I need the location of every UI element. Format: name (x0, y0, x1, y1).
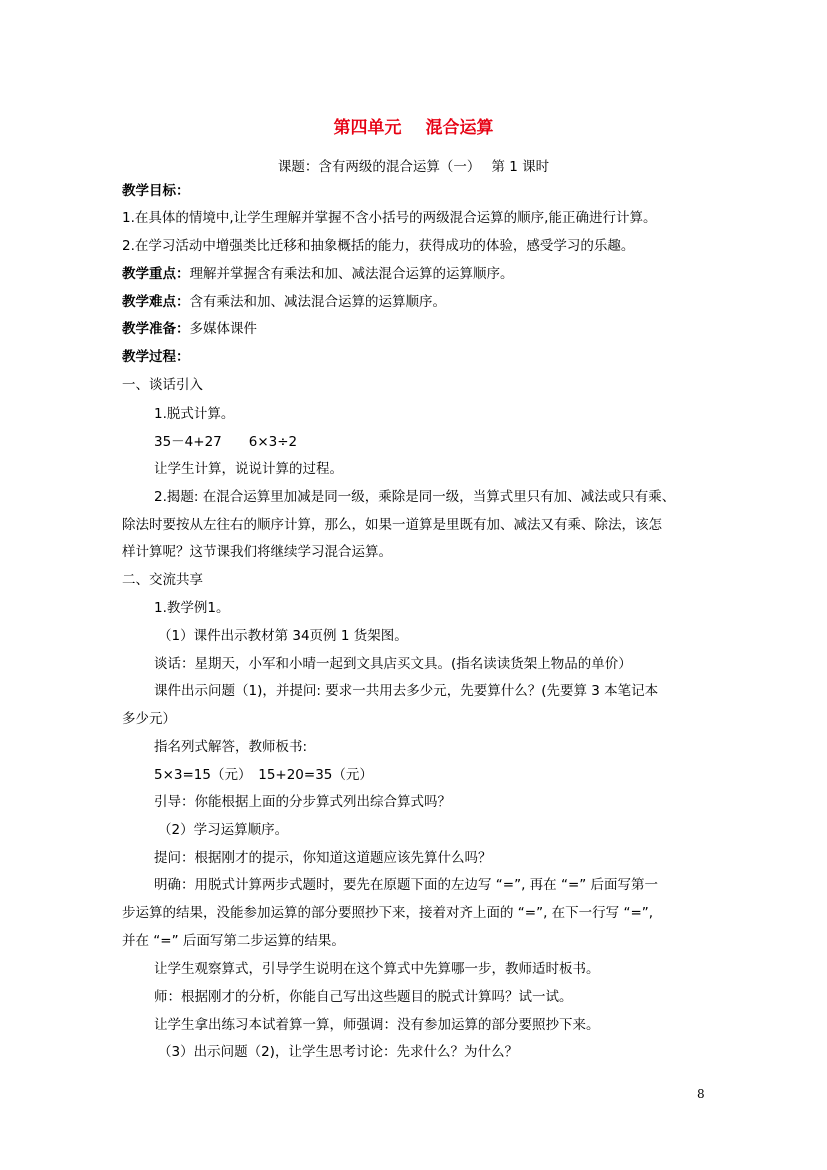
s2-answer: 指名列式解答，教师板书: (154, 739, 308, 755)
s2-sub-3: （3）出示问题（2)，让学生思考讨论：先求什么？为什么？ (158, 1044, 518, 1060)
s2-talk: 谈话：星期天，小军和小晴一起到文具店买文具。(指名读读货架上物品的单价） (154, 656, 632, 672)
s2-question-line-2: 多少元） (122, 711, 176, 727)
s2-clarify-line-1: 明确：用脱式计算两步式题时，要先在原题下面的左边写 “=”, 再在 “=” 后面写第一 (154, 877, 659, 893)
s2-teacher: 师：根据刚才的分析，你能自己写出这些题目的脱式计算吗？试一试。 (154, 989, 573, 1005)
s2-sub-1: （1）课件出示教材第 34页例 1 货架图。 (158, 628, 408, 644)
page-number: 8 (697, 1087, 705, 1101)
preparation-text: 多媒体课件 (189, 321, 257, 337)
difficulty-label: 教学难点： (122, 294, 190, 310)
preparation (122, 320, 257, 338)
difficulty-point (122, 293, 446, 311)
s1-item-2-line-3: 样计算呢？这节课我们将继续学习混合运算。 (122, 544, 392, 560)
process-heading: 教学过程： (122, 349, 190, 365)
s1-item-2-line-1: 2.揭题: 在混合运算里加减是同一级，乘除是同一级，当算式里只有加、减法或只有乘、 (154, 489, 676, 505)
s1-calc: 让学生计算，说说计算的过程。 (154, 461, 343, 477)
s2-practice: 让学生拿出练习本试着算一算，师强调：没有参加运算的部分要照抄下来。 (154, 1017, 600, 1033)
s2-clarify-line-3: 并在 “=” 后面写第二步运算的结果。 (122, 933, 345, 949)
s1-item-1: 1.脱式计算。 (154, 406, 235, 422)
lesson-subtitle: 课题：含有两级的混合运算（一） 第 1 课时 (277, 159, 550, 175)
s2-guide: 引导：你能根据上面的分步算式列出综合算式吗？ (154, 794, 451, 810)
s1-expressions: 35－4+27 6×3÷2 (154, 434, 298, 450)
goals-heading: 教学目标： (122, 183, 190, 199)
preparation-label: 教学准备： (122, 321, 190, 337)
goal-1: 1.在具体的情境中,让学生理解并掌握不含小括号的两级混合运算的顺序,能正确进行计算。 (122, 210, 657, 226)
title-topic: 混合运算 (425, 118, 494, 138)
title-unit: 第四单元 (333, 118, 402, 138)
key-point-label: 教学重点： (122, 266, 190, 282)
s2-clarify-line-2: 步运算的结果，没能参加运算的部分要照抄下来，接着对齐上面的 “=”, 在下一行写 “=”, (122, 905, 654, 921)
s2-sub-2: （2）学习运算顺序。 (158, 822, 289, 838)
difficulty-text: 含有乘法和加、减法混合运算的运算顺序。 (189, 294, 446, 310)
s2-item-1: 1.教学例1。 (154, 600, 230, 616)
s2-board: 5×3=15（元） 15+20=35（元） (154, 767, 373, 783)
s2-observe: 让学生观察算式，引导学生说明在这个算式中先算哪一步，教师适时板书。 (154, 961, 600, 977)
page-title (0, 113, 827, 138)
s2-ask: 提问：根据刚才的提示，你知道这道题应该先算什么吗？ (154, 850, 492, 866)
key-point-text: 理解并掌握含有乘法和加、减法混合运算的运算顺序。 (189, 266, 514, 282)
s2-question-line-1: 课件出示问题（1)，并提问: 要求一共用去多少元，先要算什么？(先要算 3 本笔记本 (154, 683, 659, 699)
goal-2: 2.在学习活动中增强类比迁移和抽象概括的能力，获得成功的体验，感受学习的乐趣。 (122, 238, 635, 254)
key-point (122, 265, 514, 283)
section-2-heading: 二、交流共享 (122, 572, 203, 588)
section-1-heading: 一、谈话引入 (122, 377, 203, 393)
s1-item-2-line-2: 除法时要按从左往右的顺序计算，那么，如果一道算是里既有加、减法又有乘、除法，该怎 (122, 517, 662, 533)
